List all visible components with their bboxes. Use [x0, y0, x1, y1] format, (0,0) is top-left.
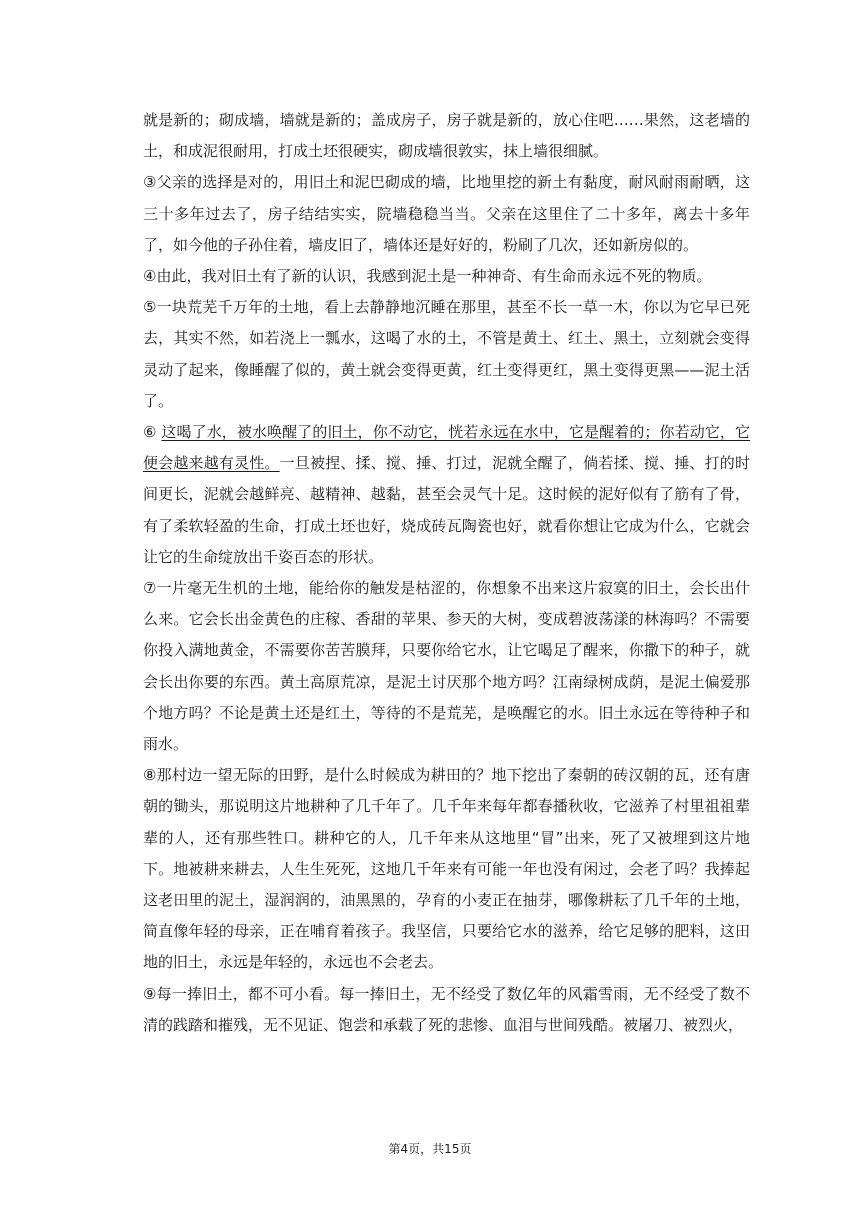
page-number: 第4页，共15页 — [388, 1142, 472, 1156]
paragraph-8: ⑧那村边一望无际的田野，是什么时候成为耕田的？地下挖出了秦朝的砖汉朝的瓦，还有唐朝的锄头，那说明这片地耕种了几千年了。几千年来每年都春播秋收，它滋养了村里祖祖辈辈的人，还有那些牲口。耕种它的人，几千年来从这地里“冒”出来，死了又被埋到这片地下。地被耕来耕去，人生生死死，这地几千年来有可能一年也没有闲过，会老了吗？我捧起这老田里的泥土，湿润润的，油黑黑的，孕育的小麦正在抽芽，哪像耕耘了几千年的土地，简直像年轻的母亲，正在哺育着孩子。我坚信，只要给它水的滋养，给它足够的肥料，这田地的旧土，永远是年轻的，永远也不会老去。 — [143, 766, 750, 972]
page-footer — [0, 1140, 860, 1157]
paragraph-7: ⑦一片毫无生机的土地，能给你的触发是枯涩的，你想象不出来这片寂寞的旧土，会长出什么来。它会长出金黄色的庄稼、香甜的苹果、参天的大树，变成碧波荡漾的林海吗？不需要你投入满地黄金，不需要你苦苦膜拜，只要你给它水，让它喝足了醒来，你撒下的种子，就会长出你要的东西。黄土高原荒凉，是泥土讨厌那个地方吗？江南绿树成荫，是泥土偏爱那个地方吗？不论是黄土还是红土，等待的不是荒芜，是唤醒它的水。旧土永远在等待种子和雨水。 — [143, 579, 750, 754]
paragraph-9: ⑨每一捧旧土，都不可小看。每一捧旧土，无不经受了数亿年的风霜雪雨，无不经受了数不清的践踏和摧残，无不见证、饱尝和承载了死的悲惨、血泪与世间残酷。被屠刀、被烈火， — [143, 984, 750, 1034]
paragraph-continuation: 就是新的；砌成墙，墙就是新的；盖成房子，房子就是新的，放心住吧……果然，这老墙的土，和成泥很耐用，打成土坯很硬实，砌成墙很敦实，抹上墙很细腻。 — [143, 111, 750, 161]
underlined-sentence: 这喝了水，被水唤醒了的旧土，你不动它，恍若永远在水中，它是醒着的；你若动它，它便会越来越有灵性。 — [143, 423, 750, 473]
article-body — [143, 105, 750, 1041]
paragraph-3: ③父亲的选择是对的，用旧土和泥巴砌成的墙，比地里挖的新土有黏度，耐风耐雨耐晒，这三十多年过去了，房子结结实实，院墙稳稳当当。父亲在这里住了二十多年，离去十多年了，如今他的子孙住着，墙皮旧了，墙体还是好好的，粉刷了几次，还如新房似的。 — [143, 173, 750, 254]
paragraph-5: ⑤一块荒芜千万年的土地，看上去静静地沉睡在那里，甚至不长一草一木，你以为它早已死去，其实不然，如若浇上一瓢水，这喝了水的土，不管是黄土、红土、黑土，立刻就会变得灵动了起来，像睡醒了似的，黄土就会变得更黄，红土变得更红，黑土变得更黑——泥土活了。 — [143, 298, 750, 410]
paragraph-6-body: 一旦被捏、揉、搅、捶、打过，泥就全醒了，倘若揉、搅、捶、打的时间更长，泥就会越鲜亮、越精神、越黏，甚至会灵气十足。这时候的泥好似有了筋有了骨，有了柔软轻盈的生命，打成土坯也好，烧成砖瓦陶瓷也好，就看你想让它成为什么，它就会让它的生命绽放出千姿百态的形状。 — [143, 454, 750, 566]
paragraph-4: ④由此，我对旧土有了新的认识，我感到泥土是一种神奇、有生命而永远不死的物质。 — [143, 267, 712, 286]
paragraph-6 — [143, 417, 750, 573]
paragraph-6-number: ⑥ — [143, 423, 162, 442]
